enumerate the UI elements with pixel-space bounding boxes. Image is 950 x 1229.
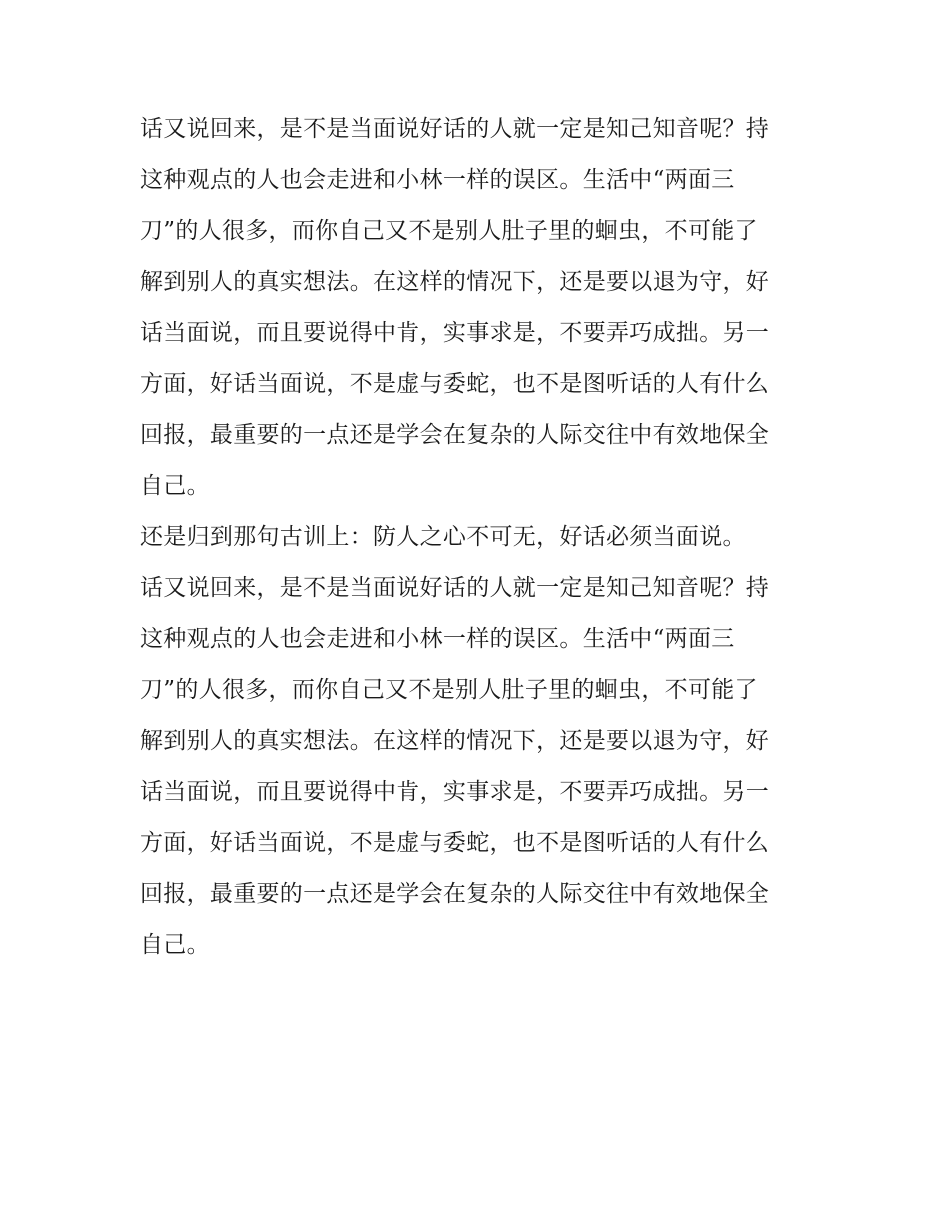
text-line: 话又说回来，是不是当面说好话的人就一定是知己知音呢？持 bbox=[140, 116, 770, 142]
document-body bbox=[140, 104, 830, 971]
text-line: 自己。 bbox=[140, 473, 210, 499]
text-line: 回报，最重要的一点还是学会在复杂的人际交往中有效地保全 bbox=[140, 422, 770, 448]
text-line: 话当面说，而且要说得中肯，实事求是，不要弄巧成拙。另一 bbox=[140, 320, 770, 346]
text-line: 自己。 bbox=[140, 932, 210, 958]
text-line: 刀”的人很多，而你自己又不是别人肚子里的蛔虫，不可能了 bbox=[140, 677, 758, 703]
text-line: 话当面说，而且要说得中肯，实事求是，不要弄巧成拙。另一 bbox=[140, 779, 770, 805]
text-line: 这种观点的人也会走进和小林一样的误区。生活中“两面三 bbox=[140, 626, 735, 652]
text-line: 方面，好话当面说，不是虚与委蛇，也不是图听话的人有什么 bbox=[140, 830, 770, 856]
text-line: 方面，好话当面说，不是虚与委蛇，也不是图听话的人有什么 bbox=[140, 371, 770, 397]
text-line: 话又说回来，是不是当面说好话的人就一定是知己知音呢？持 bbox=[140, 575, 770, 601]
text-line: 回报，最重要的一点还是学会在复杂的人际交往中有效地保全 bbox=[140, 881, 770, 907]
text-line: 解到别人的真实想法。在这样的情况下，还是要以退为守，好 bbox=[140, 269, 770, 295]
text-line: 解到别人的真实想法。在这样的情况下，还是要以退为守，好 bbox=[140, 728, 770, 754]
text-line: 还是归到那句古训上：防人之心不可无，好话必须当面说。 bbox=[140, 524, 746, 550]
text-line: 刀”的人很多，而你自己又不是别人肚子里的蛔虫，不可能了 bbox=[140, 218, 758, 244]
text-line: 这种观点的人也会走进和小林一样的误区。生活中“两面三 bbox=[140, 167, 735, 193]
